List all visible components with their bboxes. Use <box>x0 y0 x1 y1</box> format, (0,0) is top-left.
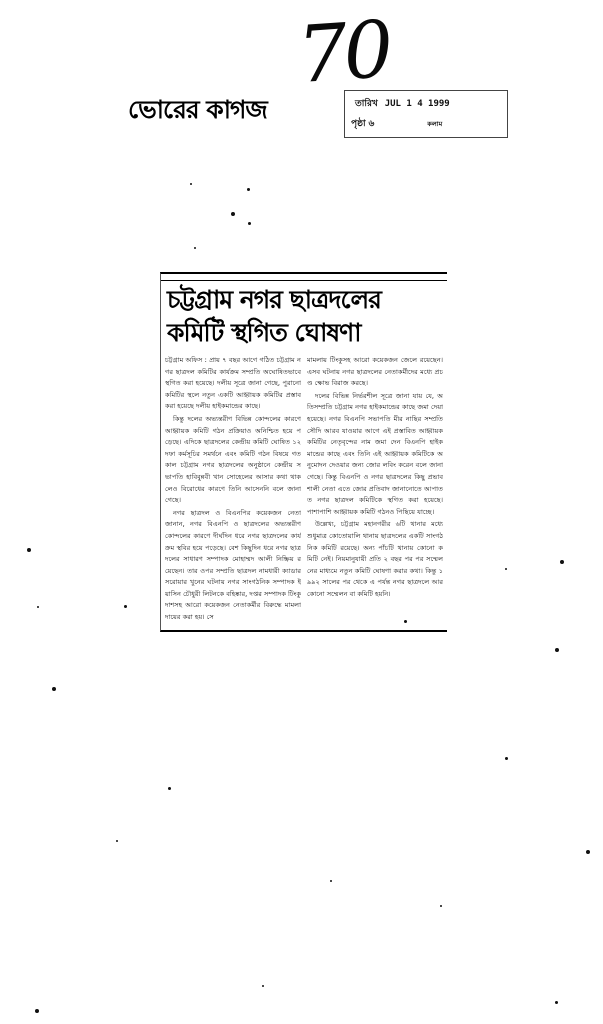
scan-speck <box>440 905 442 907</box>
article-column-left <box>165 355 301 631</box>
article-paragraph: দলের বিভিন্ন নির্ভরশীল সূত্রে জানা যায় যে, অতিসম্প্রতি চট্টগ্রাম নগর হাইকমান্ডের কাছে জমা দেয়া হয়েছে। নগর বিএনপি সভাপতি মীর নাছির সম্প্রতি সৌদি আরব যাওয়ার আগে এই প্রস্তাবিত আহ্বায়ক কমিটির নেতৃবৃন্দের নাম জমা দেন বিএনপি হাইকমান্ডের কাছে এবং তিনি এই আহ্বায়ক কমিটিকে অনুমোদন দেওয়ার জন্য জোর লবিং করেন বলে জানা গেছে। কিন্তু বিএনপি ও নগর ছাত্রদলের কিছু প্রভাবশালী নেতা এতে জোর প্রতিবাদ জানানোতে আপাতত নগর ছাত্রদল কমিটিকে স্থগিত করা হয়েছে। পাশাপাশি আহ্বায়ক কমিটি গঠনও পিছিয়ে যাচ্ছে। <box>307 391 443 516</box>
scan-speck <box>505 568 507 570</box>
stamp-page-label: পৃষ্ঠা <box>351 119 366 129</box>
scan-speck <box>262 985 264 987</box>
scan-speck <box>35 1009 39 1013</box>
article-paragraph: চট্টগ্রাম অফিস : প্রায় ৭ বছর আগে গঠিত চট্টগ্রাম নগর ছাত্রদল কমিটির কার্যক্রম সম্প্রতি অঘোষিতভাবে স্থগিত করা হয়েছে। দলীয় সূত্রে জানা গেছে, পুরানো কমিটির স্থলে নতুন একটি আহ্বায়ক কমিটির প্রস্তাব করা হয়েছে দলীয় হাইকমান্ডের কাছে। <box>165 356 301 411</box>
archive-stamp <box>344 90 508 138</box>
scan-speck <box>27 548 31 552</box>
stamp-date-label: তারিখ <box>355 99 378 109</box>
scan-speck <box>116 840 118 842</box>
scan-speck <box>190 183 192 185</box>
scan-speck <box>505 757 508 760</box>
scan-speck <box>231 212 235 216</box>
scan-speck <box>52 687 56 691</box>
article-body <box>161 353 447 632</box>
stamp-date-value: JUL 1 4 1999 <box>384 99 450 109</box>
scan-speck <box>168 787 171 790</box>
article-paragraph: কিন্তু দলের অভ্যন্তরীণ বিভিন্ন কোন্দলের কারণে আহ্বায়ক কমিটি গঠন প্রক্রিয়াও অনিশ্চিত হয়ে পড়েছে। এদিকে ছাত্রদলের কেন্দ্রীয় কমিটি ঘোষিত ১২ দফা কর্মসূচির সমর্থনে এবং কমিটি গঠন বিষয়ে গতকাল চট্টগ্রাম নগর ছাত্রদলের অনুষ্ঠানে কেন্দ্রীয় সভাপতি হাবিবুন্নবী খান সোহেলের আসার কথা থাকলেও বিরোধের কারণে তিনি আসেননি বলে জানা গেছে। <box>165 414 301 505</box>
scan-speck <box>330 880 332 882</box>
stamp-column-label: কলাম <box>427 120 443 128</box>
stamp-page-value: ৬ <box>368 119 375 129</box>
scan-speck <box>247 188 250 191</box>
scan-speck <box>404 620 407 623</box>
article-paragraph: নগর ছাত্রদল ও বিএনপির কয়েকজন নেতা জানান, নগর বিএনপি ও ছাত্রদলের অভ্যন্তরীণ কোন্দলের কারণে দীর্ঘদিন ধরে নগর ছাত্রদলের কার্যক্রম স্থবির হয়ে পড়েছে। বেশ কিছুদিন ধরে নগর ছাত্রদলের সাধারণ সম্পাদক মোহাম্মদ আলী নিষ্ক্রিয় রয়েছেন। তার ওপর সম্প্রতি ছাত্রদল নামধারী ক্যাডার সরোয়ার খুনের ঘটনায় নগর সাংগঠনিক সম্পাদক ইয়াসিন চৌধুরী লিটনকে বহিষ্কার, দপ্তর সম্পাদক টিংকু দাশসহ আরো কয়েকজন নেতাকর্মীর বিরুদ্ধে মামলা দায়ের করা হয়। সে <box>165 508 301 622</box>
article-headline <box>161 281 447 353</box>
scan-speck <box>560 560 564 564</box>
article-paragraph: উল্লেখ্য, চট্টগ্রাম মহানগরীর ৬টি থানার মধ্যে শুধুমাত্র কোতোয়ালি থানায় ছাত্রদলের একটি সাংগঠনিক কমিটি রয়েছে। অন্য পাঁচটি থানায় কোনো কমিটি নেই। নিয়মানুযায়ী প্রতি ২ বছর পর পর সম্মেলনের মাধ্যমে নতুন কমিটি ঘোষণা করার কথা। কিন্তু ১৯৯২ সালের পর থেকে এ পর্যন্ত নগর ছাত্রদলে আর কোনো সম্মেলন বা কমিটি হয়নি। <box>307 520 443 598</box>
article-column-right <box>307 355 443 631</box>
newspaper-clipping <box>160 272 447 632</box>
headline-line-1: চট্টগ্রাম নগর ছাত্রদলের <box>167 285 381 314</box>
scan-speck <box>124 605 127 608</box>
scan-speck <box>194 247 196 249</box>
headline-line-2: কমিটি স্থগিত ঘোষণা <box>167 318 361 347</box>
newspaper-masthead: ভোরের কাগজ <box>128 95 267 124</box>
scan-speck <box>555 648 559 652</box>
article-paragraph: মামলায় টিংকুসহ আরো কয়েকজন জেলে রয়েছেন। এসব ঘটনায় নগর ছাত্রদলের নেতাকর্মীদের মধ্যে প্রচণ্ড ক্ষোভ বিরাজ করছে। <box>307 356 443 388</box>
scan-speck <box>248 222 251 225</box>
scan-speck <box>37 606 39 608</box>
scan-speck <box>586 850 590 854</box>
handwritten-page-number: 70 <box>294 4 393 102</box>
scan-speck <box>555 1001 558 1004</box>
